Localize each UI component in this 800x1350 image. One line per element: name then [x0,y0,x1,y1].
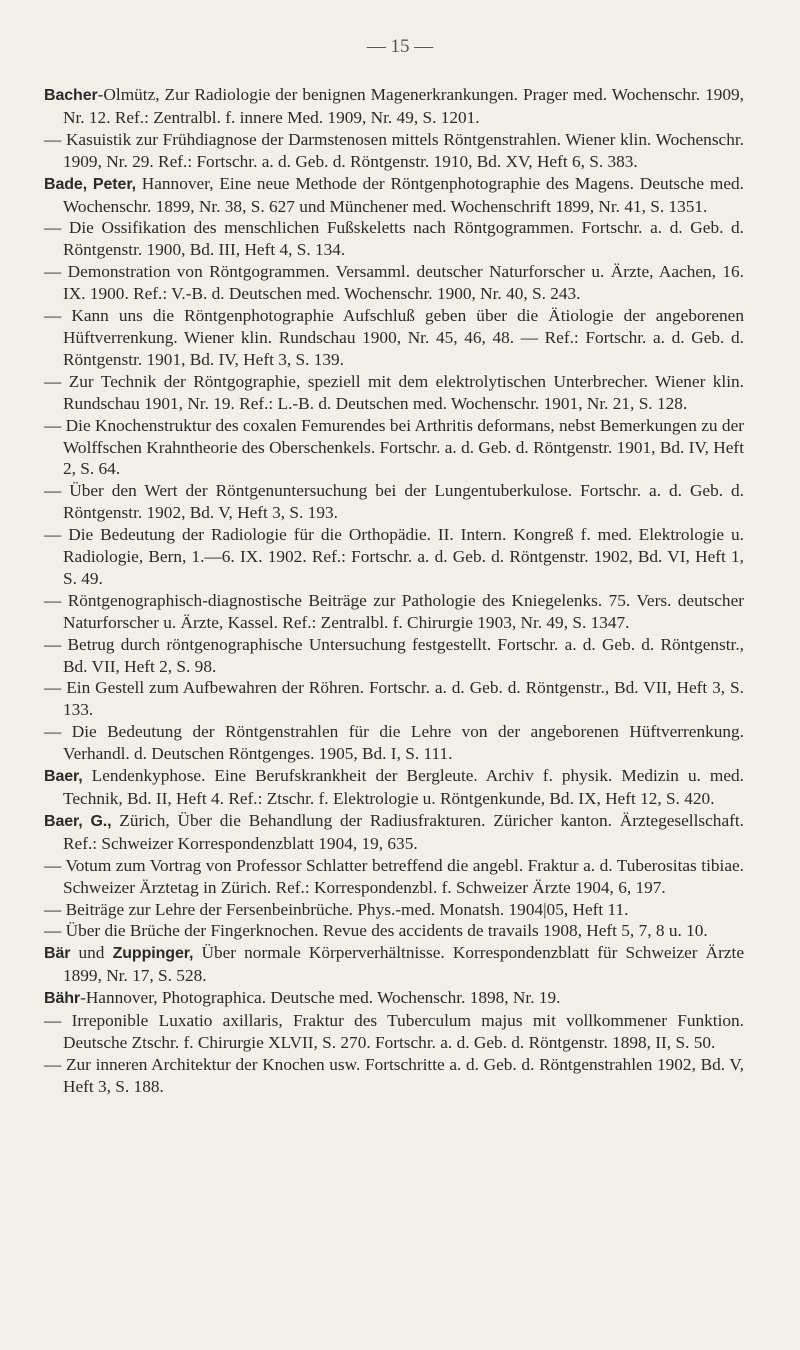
entry-text: — Die Knochenstruktur des coxalen Femurendes bei Arthritis deformans, nebst Bemerkungen zu der Wolffschen Krahntheorie des Oberschenkels. Fortschr. a. d. Geb. d. Röntgenstr. 1901, Bd. IV, Heft 2, S. 64. [44,415,744,479]
bibliography-entry [44,305,744,371]
entry-text: Zürich, Über die Behandlung der Radiusfrakturen. Züricher kanton. Ärztegesellschaft. Ref.: Schweizer Korrespondenzblatt 1904, 19, 635. [63,810,744,853]
entry-text: — Zur inneren Architektur der Knochen usw. Fortschritte a. d. Geb. d. Röntgenstrahlen 1902, Bd. V, Heft 3, S. 188. [44,1054,744,1096]
entry-text: — Die Ossifikation des menschlichen Fußskeletts nach Röntgogrammen. Fortschr. a. d. Geb. d. Röntgenstr. 1900, Bd. III, Heft 4, S. 134. [44,218,744,260]
entry-text: — Betrug durch röntgenographische Untersuchung festgestellt. Fortschr. a. d. Geb. d. Röntgenstr., Bd. VII, Heft 2, S. 98. [44,634,744,676]
bibliography-entry [44,721,744,765]
entry-text: — Die Bedeutung der Radiologie für die Orthopädie. II. Intern. Kongreß f. med. Elektrologie u. Radiologie, Bern, 1.—6. IX. 1902. Ref.: Fortschr. a. d. Geb. d. Röntgenstr. 1902, Bd. VI, Heft 1, S. 49. [44,525,744,588]
bibliography-entry [44,173,744,218]
bibliography-entry [44,84,744,129]
bibliography-list [44,84,744,1098]
bibliography-entry [44,261,744,305]
author-name: Baer, [44,768,83,786]
bibliography-entry [44,415,744,481]
author-name: Bär [44,945,71,963]
bibliography-entry [44,371,744,415]
bibliography-entry [44,480,744,524]
author-name: Bähr [44,990,81,1008]
bibliography-entry [44,810,744,855]
author-name: Bacher [44,87,98,104]
bibliography-entry [44,899,744,921]
entry-text: — Zur Technik der Röntgographie, speziell mit dem elektrolytischen Unterbrecher. Wiener klin. Rundschau 1901, Nr. 19. Ref.: L.-B. d. Deutschen med. Wochenschr. 1901, Nr. 21, S. 128. [44,371,744,413]
entry-text: — Kann uns die Röntgenphotographie Aufschluß geben über die Ätiologie der angeborenen Hüftverrenkung. Wiener klin. Rundschau 1900, Nr. 45, 46, 48. — Ref.: Fortschr. a. d. Geb. d. Röntgenstr. 1901, Bd. IV, Heft 3, S. 139. [44,306,744,369]
bibliography-entry [44,129,744,173]
author-name: Bade, Peter, [44,175,136,193]
bibliography-entry [44,987,744,1010]
entry-text: und [70,943,113,963]
bibliography-entry [44,634,744,678]
bibliography-entry [44,855,744,899]
entry-text: -Olmütz, Zur Radiologie der benignen Magenerkrankungen. Prager med. Wochenschr. 1909, Nr. 12. Ref.: Zentralbl. f. innere Med. 1909, Nr. 49, S. 1201. [63,85,744,127]
bibliography-entry [44,677,744,721]
author-name: Zuppinger, [112,945,194,963]
bibliography-entry [44,765,744,810]
bibliography-entry [44,920,744,942]
entry-text: — Votum zum Vortrag von Professor Schlatter betreffend die angebl. Fraktur a. d. Tuberositas tibiae. Schweizer Ärztetag in Zürich. Ref.: Korrespondenzbl. f. Schweizer Ärzte 1904, 6, 197. [44,855,744,897]
bibliography-entry [44,942,744,987]
entry-text: — Beiträge zur Lehre der Fersenbeinbrüche. Phys.-med. Monatsh. 1904|05, Heft 11. [44,899,629,919]
entry-text: — Ein Gestell zum Aufbewahren der Röhren. Fortschr. a. d. Geb. d. Röntgenstr., Bd. VII, Heft 3, S. 133. [44,678,744,720]
entry-text: — Die Bedeutung der Röntgenstrahlen für die Lehre von der angeborenen Hüftverrenkung. Verhandl. d. Deutschen Röntgenges. 1905, Bd. I, S. 111. [44,722,744,764]
entry-text: — Kasuistik zur Frühdiagnose der Darmstenosen mittels Röntgenstrahlen. Wiener klin. Wochenschr. 1909, Nr. 29. Ref.: Fortschr. a. d. Geb. d. Röntgenstr. 1910, Bd. XV, Heft 6, S. 383. [44,129,744,171]
page-number: — 15 — [366,36,434,57]
author-name: Baer, G., [44,812,112,830]
bibliography-entry [44,217,744,261]
entry-text: Hannover, Eine neue Methode der Röntgenphotographie des Magens. Deutsche med. Wochenschr. 1899, Nr. 38, S. 627 und Münchener med. Wochenschrift 1899, Nr. 41, S. 1351. [63,173,745,216]
entry-text: Über normale Körperverhältnisse. Korrespondenzblatt für Schweizer Ärzte 1899, Nr. 17, S. 528. [63,943,745,986]
bibliography-entry [44,1010,744,1054]
bibliography-entry [44,524,744,590]
entry-text: — Über die Brüche der Fingerknochen. Revue des accidents de travails 1908, Heft 5, 7, 8 u. 10. [44,921,708,941]
bibliography-entry [44,590,744,634]
entry-text: Lendenkyphose. Eine Berufskrankheit der Bergleute. Archiv f. physik. Medizin u. med. Technik, Bd. II, Heft 4. Ref.: Ztschr. f. Elektrologie u. Röntgenkunde, Bd. IX, Heft 12, S. 420. [63,766,744,808]
entry-text: -Hannover, Photographica. Deutsche med. Wochenschr. 1898, Nr. 19. [80,988,561,1008]
bibliography-entry [44,1054,744,1098]
entry-text: — Demonstration von Röntgogrammen. Versamml. deutscher Naturforscher u. Ärzte, Aachen, 16. IX. 1900. Ref.: V.-B. d. Deutschen med. Wochenschr. 1900, Nr. 40, S. 243. [44,262,744,304]
entry-text: — Irreponible Luxatio axillaris, Fraktur des Tuberculum majus mit vollkommener Funktion. Deutsche Ztschr. f. Chirurgie XLVII, S. 270. Fortschr. a. d. Geb. d. Röntgenstr. 1898, II, S. 50. [44,1011,744,1052]
entry-text: — Über den Wert der Röntgenuntersuchung bei der Lungentuberkulose. Fortschr. a. d. Geb. d. Röntgenstr. 1902, Bd. V, Heft 3, S. 193. [44,481,744,523]
entry-text: — Röntgenographisch-diagnostische Beiträge zur Pathologie des Kniegelenks. 75. Vers. deutscher Naturforscher u. Ärzte, Kassel. Ref.: Zentralbl. f. Chirurgie 1903, Nr. 49, S. 1347. [44,590,744,632]
